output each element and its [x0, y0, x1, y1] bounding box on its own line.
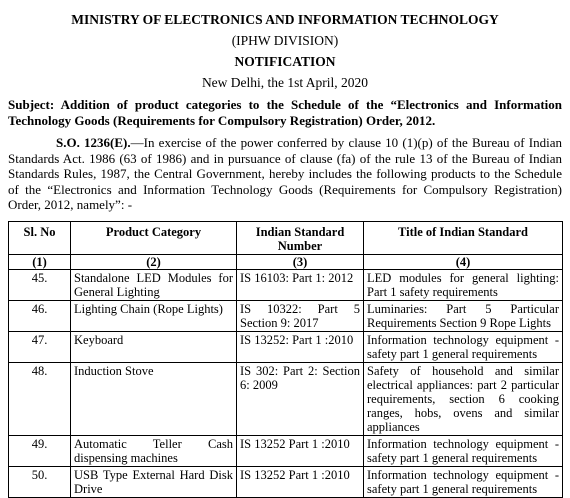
standard-title-cell: Safety of household and similar electrical appliances: part 2 particular requirements, section 6 cooking ranges, hobs, ovens and similar appliances	[364, 362, 563, 435]
product-category-cell: Lighting Chain (Rope Lights)	[71, 300, 237, 331]
index-cell: (2)	[71, 254, 237, 269]
body-paragraph	[8, 135, 562, 213]
table-row	[9, 269, 563, 300]
notification-heading: NOTIFICATION	[234, 54, 336, 69]
product-category-cell: USB Type External Hard Disk Drive	[71, 466, 237, 497]
so-number: S.O. 1236(E).	[56, 135, 131, 150]
header-standard-number: Indian Standard Number	[237, 221, 364, 254]
sl-no-cell: 48.	[9, 362, 71, 435]
header-product-category: Product Category	[71, 221, 237, 254]
product-table	[8, 221, 563, 498]
header-sl-no: Sl. No	[9, 221, 71, 254]
subject-line: Subject: Addition of product categories to the Schedule of the “Electronics and Information Technology Goods (Requirements for Compulsory Registration) Order, 2012.	[8, 97, 562, 128]
standard-number-cell: IS 10322: Part 5 Section 9: 2017	[237, 300, 364, 331]
standard-number-cell: IS 13252: Part 1 :2010	[237, 331, 364, 362]
ministry-heading: MINISTRY OF ELECTRONICS AND INFORMATION TECHNOLOGY	[71, 12, 499, 27]
standard-number-cell: IS 16103: Part 1: 2012	[237, 269, 364, 300]
sl-no-cell: 50.	[9, 466, 71, 497]
sl-no-cell: 47.	[9, 331, 71, 362]
standard-title-cell: Information technology equipment - safety part 1 general requirements	[364, 466, 563, 497]
product-category-cell: Induction Stove	[71, 362, 237, 435]
header-standard-title: Title of Indian Standard	[364, 221, 563, 254]
table-row	[9, 300, 563, 331]
product-category-cell: Automatic Teller Cash dispensing machines	[71, 435, 237, 466]
standard-number-cell: IS 13252 Part 1 :2010	[237, 435, 364, 466]
table-index-row	[9, 254, 563, 269]
standard-title-cell: Information technology equipment - safety part 1 general requirements	[364, 435, 563, 466]
date-line: New Delhi, the 1st April, 2020	[201, 75, 369, 90]
standard-number-cell: IS 302: Part 2: Section 6: 2009	[237, 362, 364, 435]
table-header-row	[9, 221, 563, 254]
division-heading: (IPHW DIVISION)	[231, 33, 339, 48]
standard-title-cell: LED modules for general lighting: Part 1 safety requirements	[364, 269, 563, 300]
index-cell: (4)	[364, 254, 563, 269]
sl-no-cell: 49.	[9, 435, 71, 466]
body-text: —In exercise of the power conferred by clause 10 (1)(p) of the Bureau of Indian Standards Act. 1986 (63 of 1986) and in pursuance of clause (fa) of the rule 13 of the Bureau of Indian Standards Rules, 1987, the Central Government, hereby includes the following products to the Schedule of the “Electronics and Information Technology Goods (Requirements for Compulsory Registration) Order, 2012, namely”: -	[8, 135, 563, 212]
product-category-cell: Standalone LED Modules for General Lighting	[71, 269, 237, 300]
standard-title-cell: Information technology equipment - safety part 1 general requirements	[364, 331, 563, 362]
table-row	[9, 466, 563, 497]
standard-title-cell: Luminaries: Part 5 Particular Requirements Section 9 Rope Lights	[364, 300, 563, 331]
table-row	[9, 435, 563, 466]
table-row	[9, 331, 563, 362]
product-category-cell: Keyboard	[71, 331, 237, 362]
index-cell: (3)	[237, 254, 364, 269]
table-row	[9, 362, 563, 435]
sl-no-cell: 46.	[9, 300, 71, 331]
sl-no-cell: 45.	[9, 269, 71, 300]
index-cell: (1)	[9, 254, 71, 269]
standard-number-cell: IS 13252 Part 1 :2010	[237, 466, 364, 497]
